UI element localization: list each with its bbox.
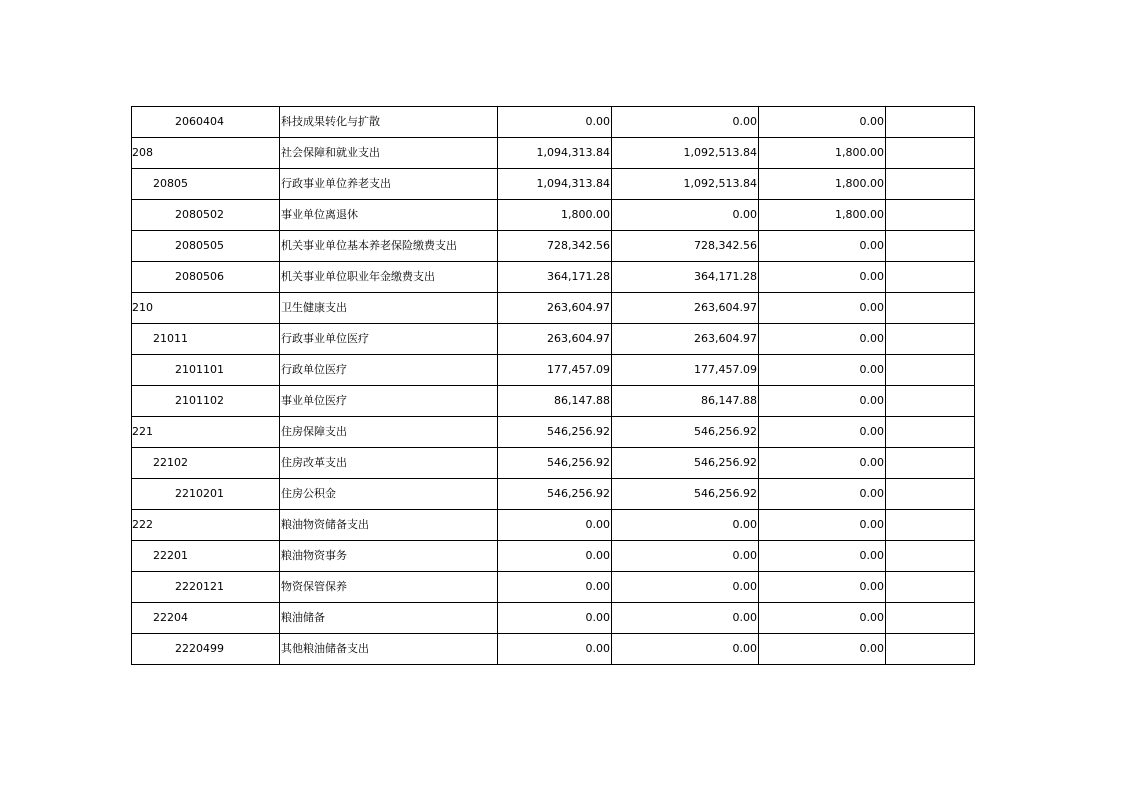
total-amount-cell: 0.00 (498, 603, 612, 634)
subject-name-cell: 行政事业单位养老支出 (280, 169, 498, 200)
subject-code-cell: 222 (132, 510, 280, 541)
table-row (132, 262, 975, 293)
subject-name-cell: 科技成果转化与扩散 (280, 107, 498, 138)
project-expenditure-cell: 1,800.00 (759, 200, 886, 231)
blank-cell (886, 355, 975, 386)
subject-code-cell: 2220121 (132, 572, 280, 603)
blank-cell (886, 603, 975, 634)
blank-cell (886, 448, 975, 479)
project-expenditure-cell: 0.00 (759, 262, 886, 293)
basic-expenditure-cell: 0.00 (612, 510, 759, 541)
subject-code-cell: 210 (132, 293, 280, 324)
basic-expenditure-cell: 728,342.56 (612, 231, 759, 262)
blank-cell (886, 138, 975, 169)
subject-code-cell: 208 (132, 138, 280, 169)
table-row (132, 541, 975, 572)
basic-expenditure-cell: 546,256.92 (612, 479, 759, 510)
blank-cell (886, 541, 975, 572)
table-row (132, 231, 975, 262)
total-amount-cell: 0.00 (498, 541, 612, 572)
subject-code-cell: 22204 (132, 603, 280, 634)
project-expenditure-cell: 0.00 (759, 324, 886, 355)
project-expenditure-cell: 0.00 (759, 386, 886, 417)
project-expenditure-cell: 1,800.00 (759, 169, 886, 200)
basic-expenditure-cell: 263,604.97 (612, 293, 759, 324)
subject-code-cell: 2080502 (132, 200, 280, 231)
blank-cell (886, 200, 975, 231)
basic-expenditure-cell: 546,256.92 (612, 448, 759, 479)
basic-expenditure-cell: 364,171.28 (612, 262, 759, 293)
subject-code-cell: 20805 (132, 169, 280, 200)
subject-code-cell: 2101102 (132, 386, 280, 417)
table-row (132, 417, 975, 448)
project-expenditure-cell: 0.00 (759, 231, 886, 262)
total-amount-cell: 0.00 (498, 510, 612, 541)
project-expenditure-cell: 0.00 (759, 603, 886, 634)
basic-expenditure-cell: 177,457.09 (612, 355, 759, 386)
basic-expenditure-cell: 546,256.92 (612, 417, 759, 448)
basic-expenditure-cell: 0.00 (612, 107, 759, 138)
subject-code-cell: 2210201 (132, 479, 280, 510)
basic-expenditure-cell: 1,092,513.84 (612, 169, 759, 200)
subject-name-cell: 粮油物资事务 (280, 541, 498, 572)
project-expenditure-cell: 0.00 (759, 634, 886, 665)
subject-code-cell: 2220499 (132, 634, 280, 665)
total-amount-cell: 263,604.97 (498, 293, 612, 324)
blank-cell (886, 572, 975, 603)
table-row (132, 200, 975, 231)
blank-cell (886, 107, 975, 138)
project-expenditure-cell: 0.00 (759, 293, 886, 324)
subject-name-cell: 事业单位离退休 (280, 200, 498, 231)
project-expenditure-cell: 0.00 (759, 355, 886, 386)
expenditure-table-body (132, 107, 975, 665)
blank-cell (886, 169, 975, 200)
project-expenditure-cell: 0.00 (759, 448, 886, 479)
table-row (132, 324, 975, 355)
project-expenditure-cell: 0.00 (759, 417, 886, 448)
blank-cell (886, 324, 975, 355)
subject-code-cell: 2080505 (132, 231, 280, 262)
table-row (132, 169, 975, 200)
project-expenditure-cell: 0.00 (759, 107, 886, 138)
subject-code-cell: 22201 (132, 541, 280, 572)
table-row (132, 293, 975, 324)
blank-cell (886, 417, 975, 448)
subject-name-cell: 粮油物资储备支出 (280, 510, 498, 541)
blank-cell (886, 510, 975, 541)
subject-code-cell: 2101101 (132, 355, 280, 386)
basic-expenditure-cell: 86,147.88 (612, 386, 759, 417)
blank-cell (886, 479, 975, 510)
blank-cell (886, 262, 975, 293)
blank-cell (886, 386, 975, 417)
total-amount-cell: 86,147.88 (498, 386, 612, 417)
table-row (132, 634, 975, 665)
total-amount-cell: 0.00 (498, 572, 612, 603)
basic-expenditure-cell: 1,092,513.84 (612, 138, 759, 169)
blank-cell (886, 231, 975, 262)
basic-expenditure-cell: 0.00 (612, 200, 759, 231)
subject-name-cell: 住房改革支出 (280, 448, 498, 479)
subject-code-cell: 2060404 (132, 107, 280, 138)
total-amount-cell: 1,094,313.84 (498, 169, 612, 200)
table-row (132, 572, 975, 603)
subject-name-cell: 粮油储备 (280, 603, 498, 634)
blank-cell (886, 293, 975, 324)
subject-name-cell: 住房公积金 (280, 479, 498, 510)
total-amount-cell: 546,256.92 (498, 417, 612, 448)
subject-name-cell: 社会保障和就业支出 (280, 138, 498, 169)
total-amount-cell: 364,171.28 (498, 262, 612, 293)
subject-code-cell: 2080506 (132, 262, 280, 293)
subject-code-cell: 21011 (132, 324, 280, 355)
total-amount-cell: 546,256.92 (498, 479, 612, 510)
basic-expenditure-cell: 0.00 (612, 603, 759, 634)
table-row (132, 510, 975, 541)
table-row (132, 386, 975, 417)
project-expenditure-cell: 0.00 (759, 541, 886, 572)
subject-name-cell: 住房保障支出 (280, 417, 498, 448)
table-row (132, 138, 975, 169)
expenditure-table (131, 106, 975, 665)
total-amount-cell: 1,094,313.84 (498, 138, 612, 169)
blank-cell (886, 634, 975, 665)
subject-name-cell: 行政单位医疗 (280, 355, 498, 386)
table-row (132, 107, 975, 138)
project-expenditure-cell: 0.00 (759, 510, 886, 541)
total-amount-cell: 177,457.09 (498, 355, 612, 386)
subject-name-cell: 行政事业单位医疗 (280, 324, 498, 355)
subject-name-cell: 机关事业单位职业年金缴费支出 (280, 262, 498, 293)
total-amount-cell: 728,342.56 (498, 231, 612, 262)
subject-name-cell: 机关事业单位基本养老保险缴费支出 (280, 231, 498, 262)
project-expenditure-cell: 0.00 (759, 572, 886, 603)
basic-expenditure-cell: 0.00 (612, 634, 759, 665)
total-amount-cell: 546,256.92 (498, 448, 612, 479)
total-amount-cell: 0.00 (498, 107, 612, 138)
subject-code-cell: 22102 (132, 448, 280, 479)
total-amount-cell: 1,800.00 (498, 200, 612, 231)
table-row (132, 603, 975, 634)
subject-name-cell: 事业单位医疗 (280, 386, 498, 417)
basic-expenditure-cell: 0.00 (612, 541, 759, 572)
project-expenditure-cell: 0.00 (759, 479, 886, 510)
table-row (132, 355, 975, 386)
table-row (132, 479, 975, 510)
subject-name-cell: 卫生健康支出 (280, 293, 498, 324)
table-row (132, 448, 975, 479)
basic-expenditure-cell: 263,604.97 (612, 324, 759, 355)
project-expenditure-cell: 1,800.00 (759, 138, 886, 169)
subject-code-cell: 221 (132, 417, 280, 448)
subject-name-cell: 其他粮油储备支出 (280, 634, 498, 665)
subject-name-cell: 物资保管保养 (280, 572, 498, 603)
total-amount-cell: 263,604.97 (498, 324, 612, 355)
basic-expenditure-cell: 0.00 (612, 572, 759, 603)
total-amount-cell: 0.00 (498, 634, 612, 665)
